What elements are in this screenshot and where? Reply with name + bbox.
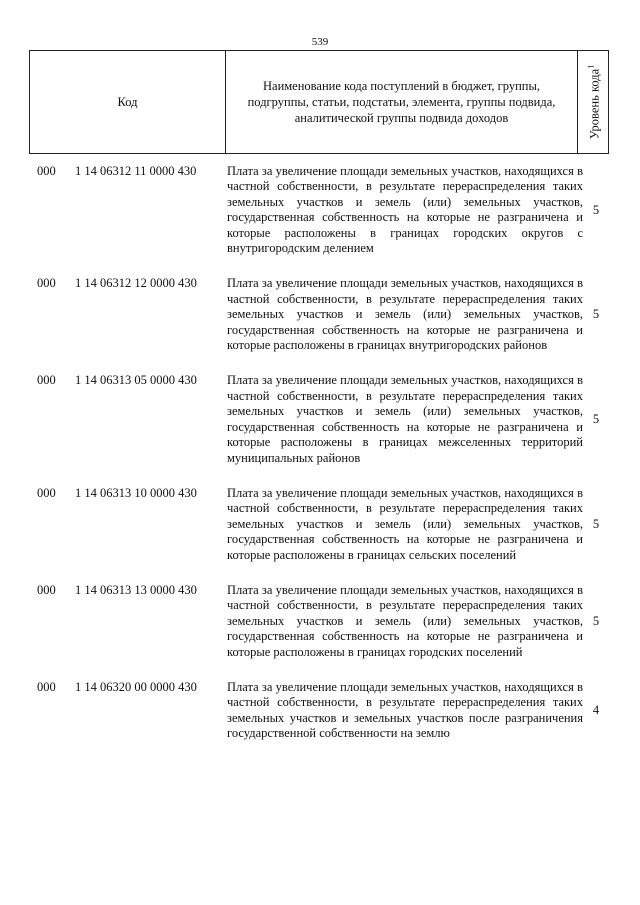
row-prefix: 000 [37,485,56,500]
header-level [578,51,608,153]
row-name: Плата за увеличение площади земельных участков, находящихся в частной собственности, в результате перераспределения таких земельных участков и земель (или) земельных участков, государственная собственность на которые не разграничена и которые расположены в границах внутригородских районов [227,276,583,353]
header-level-label [583,65,602,139]
header-code: Код [30,51,226,153]
table-row [29,276,609,353]
row-code: 1 14 06312 11 0000 430 [75,164,197,178]
row-level: 5 [592,202,600,217]
row-prefix: 000 [37,679,56,694]
header-name: Наименование кода поступлений в бюджет, группы, подгруппы, статьи, подстатьи, элемента, группы подвида, аналитической группы подвида доходов [226,51,578,153]
row-name: Плата за увеличение площади земельных участков, находящихся в частной собственности, в результате перераспределения таких земельных участков и земельных участков после разграничения государственной собственности на землю [227,679,583,741]
row-prefix: 000 [37,164,56,178]
table-body [29,164,609,742]
table-row [29,373,609,465]
row-name: Плата за увеличение площади земельных участков, находящихся в частной собственности, в результате перераспределения таких земельных участков и земель (или) земельных участков, государственная собственность на которые не разграничена и которые расположены в границах сельских поселений [227,485,583,562]
table-header [29,50,609,154]
header-level-text: Уровень кода [587,68,602,140]
table-row [29,164,609,256]
row-prefix: 000 [37,276,56,291]
row-level: 5 [592,411,600,426]
table-row [29,486,609,563]
row-name: Плата за увеличение площади земельных участков, находящихся в частной собственности, в результате перераспределения таких земельных участков и земель (или) земельных участков, государственная собственность на которые не разграничена и которые расположены в границах межселенных территорий муниципальных районов [227,373,583,465]
header-level-footnote: 1 [586,64,596,69]
row-level: 5 [592,516,600,531]
row-name: Плата за увеличение площади земельных участков, находящихся в частной собственности, в результате перераспределения таких земельных участков и земель (или) земельных участков, государственная собственность на которые не разграничена и которые расположены в границах городских округов с внутригородским делением [227,164,583,256]
row-level: 5 [592,613,600,628]
row-code: 1 14 06313 10 0000 430 [75,485,197,500]
row-code: 1 14 06320 00 0000 430 [75,679,197,694]
table-row [29,583,609,660]
page-number: 539 [311,36,329,48]
row-name: Плата за увеличение площади земельных участков, находящихся в частной собственности, в результате перераспределения таких земельных участков и земель (или) земельных участков, государственная собственность на которые не разграничена и которые расположены в границах городских поселений [227,582,583,659]
row-prefix: 000 [37,373,56,388]
row-level: 4 [592,703,600,718]
row-code: 1 14 06313 13 0000 430 [75,582,197,597]
row-prefix: 000 [37,582,56,597]
table-row [29,680,609,742]
row-code: 1 14 06313 05 0000 430 [75,373,197,388]
row-level: 5 [592,307,600,322]
row-code: 1 14 06312 12 0000 430 [75,276,197,291]
